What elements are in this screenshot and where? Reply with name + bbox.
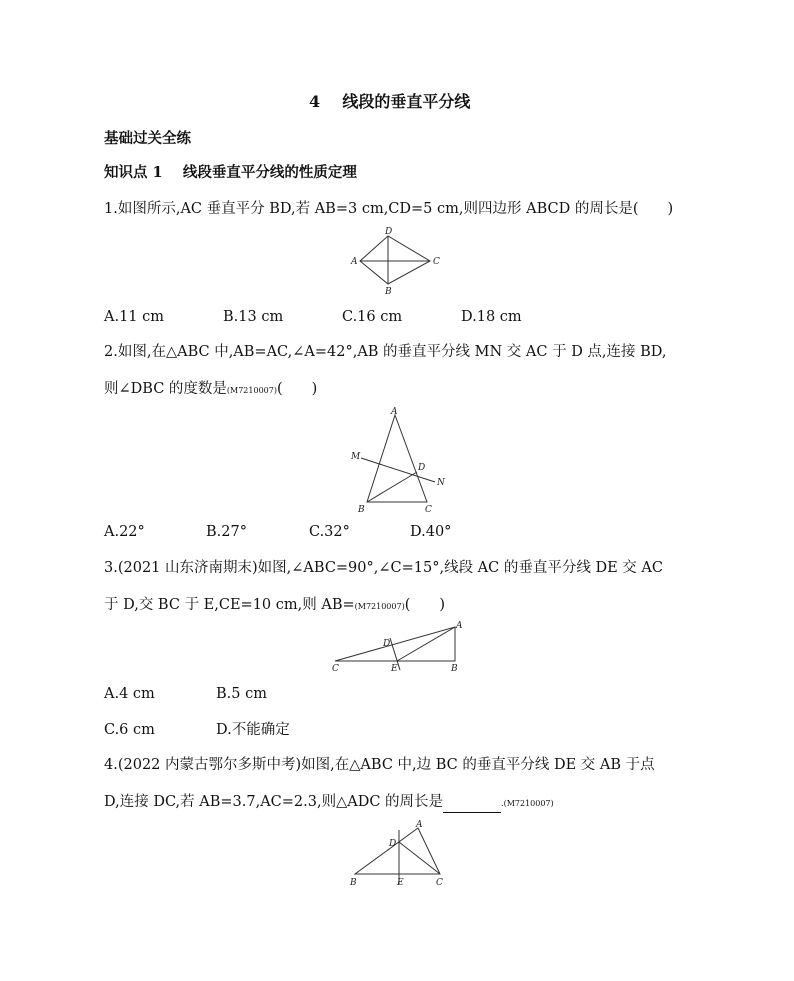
q2-label-n: N [437, 478, 445, 488]
kp-text: 线段垂直平分线的性质定理 [182, 164, 357, 181]
kp-label: 知识点 1 [104, 164, 163, 181]
q4-label-a: A [416, 820, 423, 830]
q2-option-d: D.40° [410, 524, 452, 540]
q2-paren: ( ) [276, 381, 318, 397]
q2-label-c: C [425, 505, 432, 515]
q4-line-dc [399, 842, 440, 874]
q3-label-d: D [383, 639, 391, 649]
q3-line1: 3.(2021 山东济南期末)如图,∠ABC=90°,∠C=15°,线段 AC 的垂直平分线 DE 交 AC [104, 560, 663, 576]
q4-code: .(M7210007) [501, 799, 554, 808]
q3-code: (M7210007) [354, 602, 405, 611]
q2-code: (M7210007) [226, 386, 277, 395]
q4-line2 [104, 793, 554, 813]
q2-label-m: M [351, 452, 361, 462]
q2-triangle [367, 415, 427, 502]
q2-option-a: A.22° [104, 524, 145, 540]
q3-line2 [104, 596, 445, 616]
q4-line1: 4.(2022 内蒙古鄂尔多斯中考)如图,在△ABC 中,边 BC 的垂直平分线 DE 交 AB 于点 [104, 757, 655, 773]
q2-label-a: A [391, 407, 398, 417]
q2-option-b: B.27° [206, 524, 247, 540]
q3-option-c: C.6 cm [104, 722, 155, 738]
q2-figure [345, 405, 455, 515]
q4-label-b: B [350, 878, 357, 888]
q4-label-e: E [397, 878, 404, 888]
q3-label-a: A [456, 621, 463, 631]
q1-label-c: C [433, 257, 440, 267]
q3-figure [327, 620, 477, 675]
q4-figure [345, 818, 455, 888]
q2-option-c: C.32° [309, 524, 350, 540]
q3-label-e: E [391, 664, 398, 674]
q1-option-c: C.16 cm [342, 309, 403, 325]
section-heading: 基础过关全练 [104, 130, 191, 147]
q3-option-b: B.5 cm [216, 686, 267, 702]
q1-label-d: D [385, 227, 393, 237]
q2-line1: 2.如图,在△ABC 中,AB=AC,∠A=42°,AB 的垂直平分线 MN 交 AC 于 D 点,连接 BD, [104, 344, 667, 360]
q2-line2 [104, 380, 317, 400]
q1-text: 1.如图所示,AC 垂直平分 BD,若 AB=3 cm,CD=5 cm,则四边形 ABCD 的周长是( ) [104, 201, 674, 217]
q3-paren: ( ) [404, 597, 446, 613]
q1-option-d: D.18 cm [461, 309, 522, 325]
q1-figure [345, 226, 455, 296]
q3-option-d: D.不能确定 [216, 722, 290, 738]
q1-rhombus [360, 236, 430, 284]
q4-answer-blank[interactable] [443, 798, 501, 813]
q3-line2-text: 于 D,交 BC 于 E,CE=10 cm,则 AB= [104, 597, 355, 613]
page-title [309, 93, 470, 111]
q4-triangle [355, 828, 440, 874]
q3-label-c: C [332, 664, 339, 674]
knowledge-point-heading [104, 164, 357, 182]
q1-option-a: A.11 cm [104, 309, 165, 325]
title-number: 4 [309, 92, 321, 111]
q3-label-b: B [451, 664, 458, 674]
q4-line2-text: D,连接 DC,若 AB=3.7,AC=2.3,则△ADC 的周长是 [104, 794, 444, 810]
q3-line-ea [397, 627, 455, 661]
q2-line-bd [367, 472, 417, 502]
q2-label-b: B [358, 505, 365, 515]
q3-triangle [335, 627, 455, 661]
q1-label-a: A [351, 257, 358, 267]
q4-label-d: D [389, 839, 397, 849]
q3-option-a: A.4 cm [104, 686, 155, 702]
q4-label-c: C [436, 878, 443, 888]
q1-option-b: B.13 cm [223, 309, 284, 325]
title-text: 线段的垂直平分线 [342, 92, 471, 111]
q2-label-d: D [418, 463, 426, 473]
q2-line2-text: 则∠DBC 的度数是 [104, 381, 227, 397]
q1-label-b: B [385, 287, 392, 297]
